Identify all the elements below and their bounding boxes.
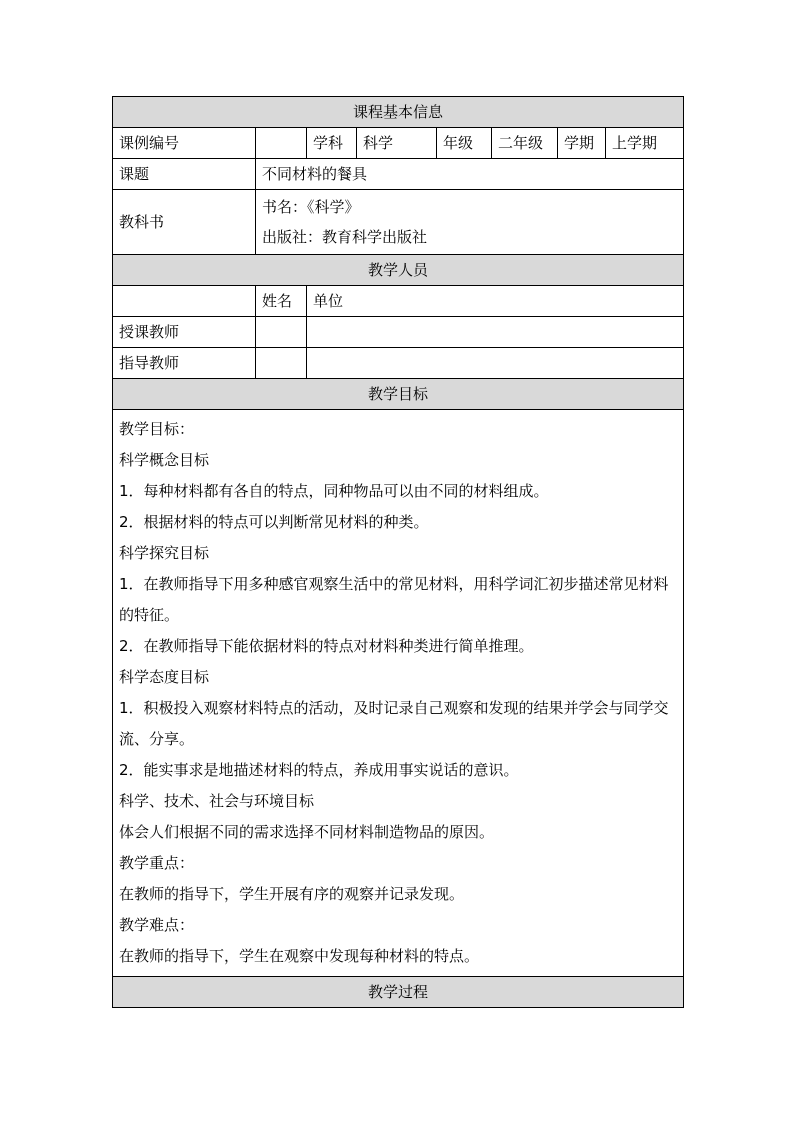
goal-line: 体会人们根据不同的需求选择不同材料制造物品的原因。 <box>119 823 495 841</box>
goal-line: 教学难点： <box>119 916 195 934</box>
subject-value: 科学 <box>357 128 437 159</box>
goal-line: 在教师的指导下，学生开展有序的观察并记录发现。 <box>119 885 465 903</box>
staff-name-column: 姓名 <box>256 286 307 317</box>
goal-line: 科学探究目标 <box>119 544 210 562</box>
goal-line: 2．能实事求是地描述材料的特点，养成用事实说话的意识。 <box>119 761 519 779</box>
goal-line: 1．积极投入观察材料特点的活动，及时记录自己观察和发现的结果并学会与同学交流、分享。 <box>119 699 669 748</box>
case-no-label: 课例编号 <box>113 128 256 159</box>
goal-line: 科学态度目标 <box>119 668 210 686</box>
goal-line: 教学目标： <box>119 420 195 438</box>
textbook-publisher: 出版社：教育科学出版社 <box>262 228 428 246</box>
goal-line: 科学、技术、社会与环境目标 <box>119 792 315 810</box>
goal-line: 2．在教师指导下能依据材料的特点对材料种类进行简单推理。 <box>119 637 534 655</box>
goal-line: 教学重点： <box>119 854 195 872</box>
staff-unit-column: 单位 <box>307 286 684 317</box>
goal-line: 1．每种材料都有各自的特点，同种物品可以由不同的材料组成。 <box>119 482 549 500</box>
grade-value: 二年级 <box>492 128 558 159</box>
subject-label: 学科 <box>307 128 357 159</box>
teacher-unit-cell <box>307 317 684 348</box>
process-header: 教学过程 <box>113 977 684 1008</box>
term-value: 上学期 <box>606 128 684 159</box>
textbook-label: 教科书 <box>113 190 256 255</box>
case-no-value <box>256 128 307 159</box>
goal-line: 在教师的指导下，学生在观察中发现每种材料的特点。 <box>119 947 480 965</box>
lesson-plan-table <box>112 96 684 1008</box>
textbook-info <box>256 190 684 255</box>
staff-corner-cell <box>113 286 256 317</box>
teacher-name-cell <box>256 317 307 348</box>
mentor-unit-cell <box>307 348 684 379</box>
course-info-header: 课程基本信息 <box>113 97 684 128</box>
mentor-name-cell <box>256 348 307 379</box>
term-label: 学期 <box>558 128 606 159</box>
goals-content <box>113 410 684 977</box>
topic-label: 课题 <box>113 159 256 190</box>
goal-line: 科学概念目标 <box>119 451 210 469</box>
topic-value: 不同材料的餐具 <box>256 159 684 190</box>
goal-line: 2．根据材料的特点可以判断常见材料的种类。 <box>119 513 429 531</box>
textbook-name: 书名：《科学》 <box>262 198 360 216</box>
mentor-label: 指导教师 <box>113 348 256 379</box>
goals-header: 教学目标 <box>113 379 684 410</box>
goal-line: 1．在教师指导下用多种感官观察生活中的常见材料，用科学词汇初步描述常见材料的特征。 <box>119 575 669 624</box>
grade-label: 年级 <box>437 128 492 159</box>
teacher-label: 授课教师 <box>113 317 256 348</box>
staff-header: 教学人员 <box>113 255 684 286</box>
